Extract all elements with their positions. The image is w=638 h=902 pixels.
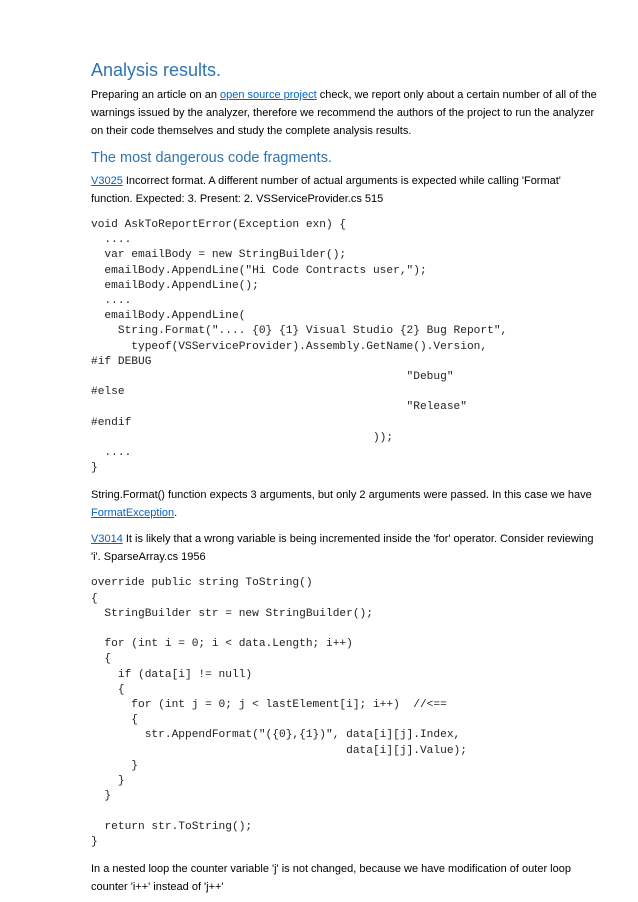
open-source-project-link[interactable]: open source project xyxy=(220,89,317,101)
section-heading: The most dangerous code fragments. xyxy=(91,150,332,166)
intro-text-before: Preparing an article on an xyxy=(91,89,221,101)
explanation-text: String.Format() function expects 3 arguments, but only 2 arguments were passed. In this case we have xyxy=(91,489,592,502)
warning-code-link-v3025[interactable]: V3025 xyxy=(91,175,123,187)
explanation-period: . xyxy=(174,507,178,520)
warning-paragraph-v3025 xyxy=(91,172,601,208)
warning-code-link-v3014[interactable]: V3014 xyxy=(91,533,123,546)
explanation-paragraph-v3025 xyxy=(91,486,601,522)
code-snippet-v3014: override public string ToString() { StringBuilder str = new StringBuilder(); for (int i = 0; i < data.Length; i++) { if (data[i] != null) { for (int j = 0; j < lastElement[i]; i++) //<== { str.AppendFormat("({0},{1})", data[i][j].Index, data[i][j].Value); } } } return str.ToString(); } xyxy=(91,577,467,848)
page-title: Analysis results. xyxy=(91,60,222,80)
code-snippet-v3025: void AskToReportError(Exception exn) { .... var emailBody = new StringBuilder(); emailBody.AppendLine("Hi Code Contracts user,"); emailBody.AppendLine(); .... emailBody.AppendLine( String.Format(".... {0} {1} Visual Studio {2} Bug Report", typeof(VSServiceProvider).Assembly.GetName().Version, #if DEBUG "Debug" #else "Release" #endif )); .... } xyxy=(91,219,508,475)
warning-paragraph-v3014 xyxy=(91,530,601,566)
intro-paragraph xyxy=(91,86,601,140)
format-exception-link[interactable]: FormatException xyxy=(91,507,175,520)
warning-message: It is likely that a wrong variable is being incremented inside the 'for' operator. Consider reviewing 'i'. SparseArray.cs 1956 xyxy=(91,533,594,564)
intro-text-after: check, we report only about a certain number of all of the warnings issued by the analyzer, therefore we recommend the authors of the project to run the analyzer on their code themselves and study the complete analysis results. xyxy=(91,89,597,137)
document-page xyxy=(91,58,601,896)
explanation-paragraph-v3014: In a nested loop the counter variable 'j' is not changed, because we have modification of outer loop counter 'i++' instead of 'j++' xyxy=(91,863,571,894)
warning-message: Incorrect format. A different number of actual arguments is expected while calling 'Format' function. Expected: 3. Present: 2. VSServiceProvider.cs 515 xyxy=(91,175,561,205)
